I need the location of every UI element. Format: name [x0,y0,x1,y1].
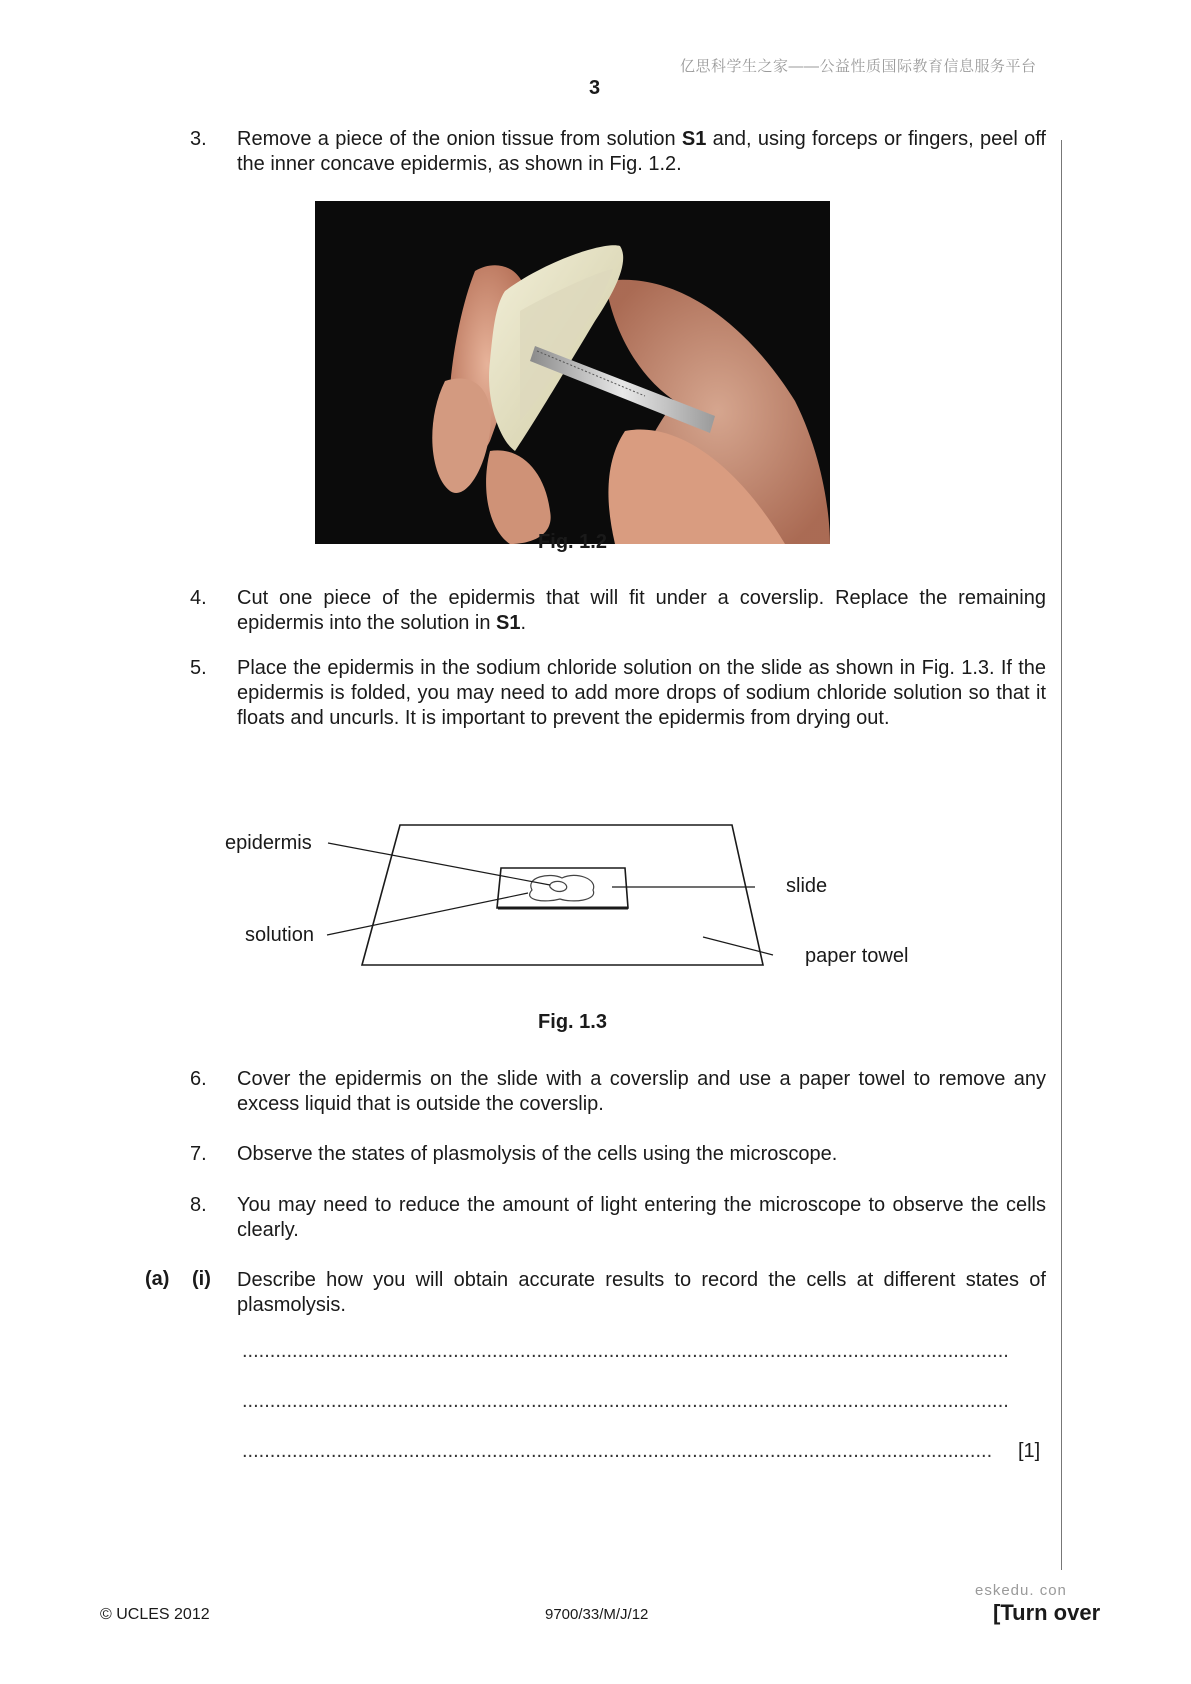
marks-label: [1] [1018,1440,1041,1462]
step-6 [190,1067,1046,1117]
answer-line-3[interactable]: ....................................................................................................................................... [242,1440,993,1462]
solution-code: S1 [681,128,707,150]
solution-leader [327,893,528,935]
step-text-part: and, using forceps or fingers, peel off the inner concave epidermis, as shown in Fig. 1.2. [237,128,1046,175]
watermark-bottom: eskedu. con [975,1582,1067,1599]
fig-1-3-caption: Fig. 1.3 [538,1011,607,1033]
answer-line-2[interactable]: .......................................................................................................................................... [242,1390,1009,1412]
step-7 [190,1142,1046,1167]
step-4 [190,586,1046,636]
step-text: Place the epidermis in the sodium chloride solution on the slide as shown in Fig. 1.3. If the epidermis is folded, you may need to add more drops of sodium chloride solution so that it floats and uncurls. It is important to prevent the epidermis from drying out. [237,657,1046,729]
step-number: 4. [190,587,207,609]
watermark-top: 亿思科学生之家——公益性质国际教育信息服务平台 [680,58,1037,75]
step-text [237,127,1046,177]
question-subpart: (i) [192,1268,211,1290]
question-text: Describe how you will obtain accurate results to record the cells at different states of plasmolysis. [237,1269,1046,1316]
step-number: 7. [190,1143,207,1165]
step-text-part: . [520,612,527,634]
step-text-part: Remove a piece of the onion tissue from solution [237,128,682,150]
step-number: 6. [190,1068,207,1090]
paper-towel-leader [703,937,773,955]
question-text-block [190,1268,1046,1318]
step-number: 8. [190,1194,207,1216]
epidermis-leader [328,843,550,885]
page-number: 3 [589,77,601,99]
step-text: You may need to reduce the amount of light entering the microscope to observe the cells clearly. [237,1194,1046,1241]
step-number: 3. [190,128,207,150]
step-8 [190,1193,1046,1243]
step-3 [190,127,1046,177]
fig-1-2-caption: Fig. 1.2 [538,531,607,553]
step-text: Observe the states of plasmolysis of the cells using the microscope. [237,1143,838,1165]
label-paper-towel: paper towel [805,945,909,967]
label-solution: solution [245,924,314,946]
step-text-part: Cut one piece of the epidermis that will fit under a coverslip. Replace the remaining epidermis into the solution in [237,587,1046,634]
step-text [237,586,1046,636]
slide-diagram [210,815,930,985]
step-text: Cover the epidermis on the slide with a coverslip and use a paper towel to remove any excess liquid that is outside the coverslip. [237,1068,1046,1115]
step-5 [190,656,1046,756]
footer-copyright: © UCLES 2012 [100,1606,210,1623]
label-epidermis: epidermis [225,832,312,854]
label-slide: slide [786,875,828,897]
footer-turn-over: [Turn over [993,1600,1101,1625]
question-part: (a) [145,1268,170,1290]
margin-rule [1061,140,1062,1570]
slide-shape [497,868,628,908]
footer-paper-code: 9700/33/M/J/12 [545,1606,649,1623]
onion-peel-photo [315,201,830,544]
solution-code: S1 [496,612,521,634]
step-number: 5. [190,657,207,679]
answer-line-1[interactable]: .......................................................................................................................................... [242,1340,1009,1362]
